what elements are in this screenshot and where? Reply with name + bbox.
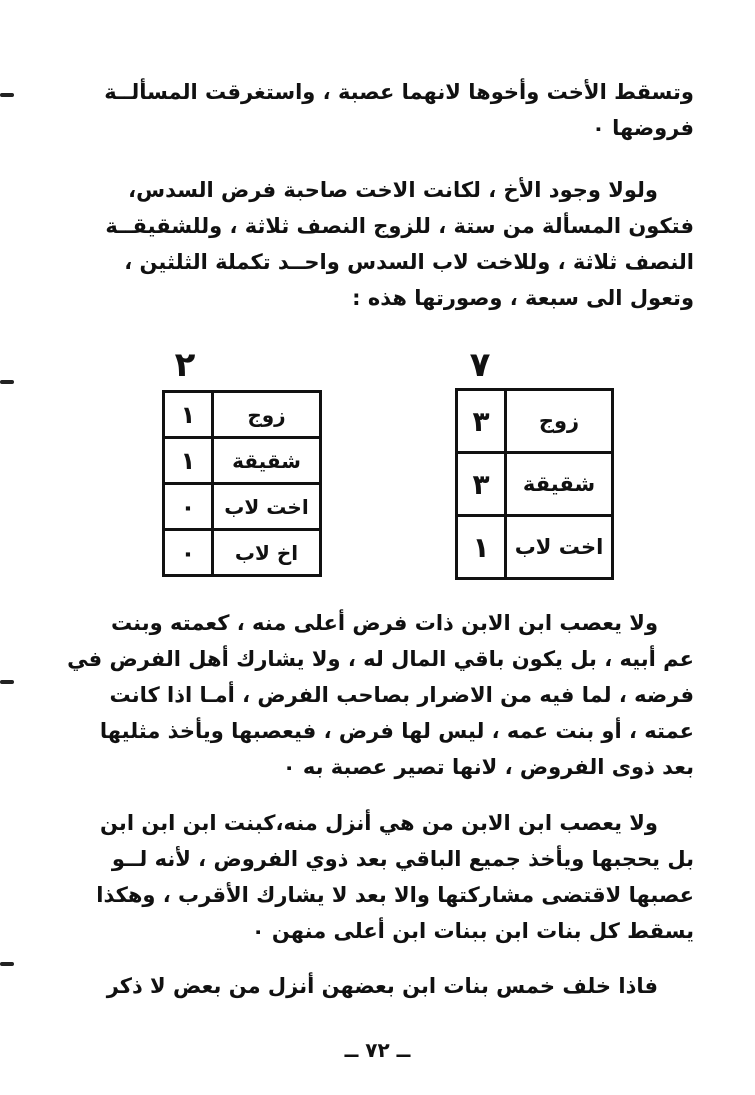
heir-cell: شقيقة [213, 438, 321, 484]
heir-cell: اخت لاب [506, 516, 613, 579]
margin-mark [0, 93, 14, 97]
paragraph-4 [82, 805, 694, 949]
margin-mark [0, 680, 14, 684]
text-line: عم أبيه ، بل يكون باقي المال له ، ولا يشارك أهل الفرض في [67, 647, 694, 671]
margin-mark [0, 380, 14, 384]
text-line: ولولا وجود الأخ ، لكانت الاخت صاحبة فرض السدس، [128, 178, 658, 202]
share-cell: ٣ [457, 390, 506, 453]
heir-cell: اخ لاب [213, 530, 321, 576]
heir-cell: اخت لاب [213, 484, 321, 530]
heir-cell: زوج [213, 392, 321, 438]
table-row [457, 453, 613, 516]
text-line: وتعول الى سبعة ، وصورتها هذه : [352, 286, 694, 310]
text-line: فروضها ٠ [591, 116, 694, 140]
table-row [164, 530, 321, 576]
table-row [457, 516, 613, 579]
text-line: عمته ، أو بنت عمه ، ليس لها فرض ، فيعصبها ويأخذ مثليها [99, 719, 694, 743]
table-row [164, 392, 321, 438]
text-line: فتكون المسألة من ستة ، للزوج النصف ثلاثة ، وللشقيقــة [105, 214, 694, 238]
table-row [164, 438, 321, 484]
paragraph-5 [82, 968, 694, 1004]
text-line: ولا يعصب ابن الابن من هي أنزل منه،كبنت ابن ابن ابن [100, 811, 658, 835]
heir-cell: زوج [506, 390, 613, 453]
inheritance-table-right [455, 388, 614, 580]
margin-mark [0, 962, 14, 966]
text-line: فرضه ، لما فيه من الاضرار بصاحب الفرض ، أمـا اذا كانت [109, 683, 694, 707]
share-cell: ١ [164, 438, 213, 484]
text-line: عصبها لاقتضى مشاركتها والا بعد لا يشارك الأقرب ، وهكذا [96, 883, 694, 907]
text-line: بعد ذوى الفروض ، لانها تصير عصبة به ٠ [282, 755, 694, 779]
text-line: وتسقط الأخت وأخوها لانهما عصبة ، واستغرقت المسألــة [104, 80, 694, 104]
share-cell: ١ [164, 392, 213, 438]
text-line: ولا يعصب ابن الابن ذات فرض أعلى منه ، كعمته وبنت [110, 611, 658, 635]
text-line: بل يحجبها ويأخذ جميع الباقي بعد ذوي الفروض ، لأنه لــو [111, 847, 694, 871]
share-cell: ٠ [164, 530, 213, 576]
table-row [164, 484, 321, 530]
share-cell: ٣ [457, 453, 506, 516]
text-line: فاذا خلف خمس بنات ابن بعضهن أنزل من بعض لا ذكر [106, 974, 658, 998]
paragraph-2 [82, 172, 694, 316]
page-number: ــ ٧٢ ــ [344, 1038, 411, 1062]
share-cell: ٠ [164, 484, 213, 530]
heir-cell: شقيقة [506, 453, 613, 516]
text-line: النصف ثلاثة ، وللاخت لاب السدس واحــد تكملة الثلثين ، [124, 250, 694, 274]
inheritance-table-left [162, 390, 322, 577]
table-right-total: ٧ [469, 345, 491, 385]
paragraph-1 [82, 74, 694, 146]
share-cell: ١ [457, 516, 506, 579]
table-row [457, 390, 613, 453]
paragraph-3 [67, 605, 694, 785]
table-left-total: ٢ [174, 345, 196, 385]
text-line: يسقط كل بنات ابن ببنات ابن أعلى منهن ٠ [251, 919, 694, 943]
